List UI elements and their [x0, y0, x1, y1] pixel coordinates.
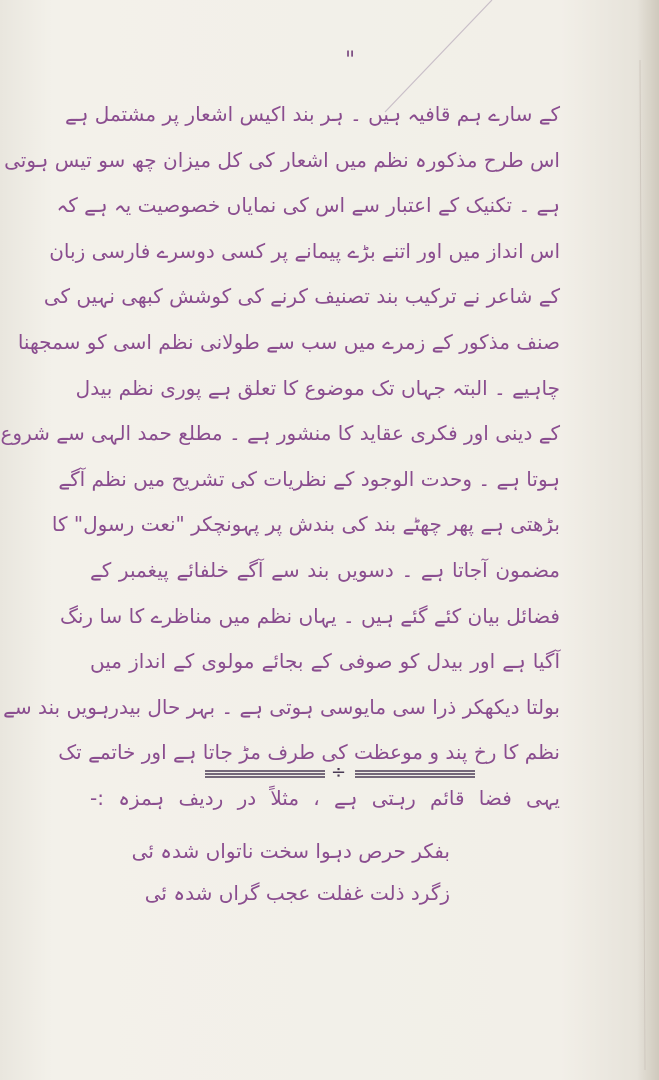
paragraph-line: نظم کا رخ پند و موعظت کی طرف مڑ جاتا ہے اور خاتمے تک [58, 740, 560, 765]
paragraph-line: بولتا دیکھکر ذرا سی مایوسی ہوتی ہے ۔ بہر حال بیدرہویں بند سے [3, 694, 560, 719]
verse-couplet [131, 830, 450, 914]
verse-line: زگرد ذلت غفلت عجب گراں شدہ ئی [144, 881, 450, 905]
verse-line: بفکر حرص دہوا سخت ناتواں شدہ ئی [131, 839, 450, 863]
paragraph-line: کے دینی اور فکری عقاید کا منشور ہے ۔ مطلع حمد الہی سے شروع [0, 421, 560, 446]
paragraph-line: بڑھتی ہے پھر چھٹے بند کی بندش پر پہونچکر "نعت رسول" کا [51, 512, 560, 537]
paragraph-line: یہی فضا قائم رہتی ہے ، مثلاً در ردیف ہمزہ :- [90, 785, 560, 810]
paragraph-line: اس انداز میں اور اتنے بڑے پیمانے پر کسی دوسرے فارسی زبان [49, 238, 560, 263]
paragraph-line: کے سارے ہم قافیہ ہیں ۔ ہر بند اکیس اشعار پر مشتمل ہے [65, 102, 560, 126]
page-mark: " [345, 48, 356, 73]
paragraph-line: کے شاعر نے ترکیب بند تصنیف کرنے کی کوشش کبھی نہیں کی [43, 284, 560, 309]
main-paragraph [0, 92, 560, 822]
paragraph-line: ہے ۔ تکنیک کے اعتبار سے اس کی نمایاں خصوصیت یہ ہے کہ [56, 193, 560, 218]
divider-glyph: ÷ [331, 762, 347, 783]
paragraph-line: آگیا ہے اور بیدل کو صوفی کے بجائے مولوی کے انداز میں [90, 649, 560, 674]
paragraph-line: اس طرح مذکورہ نظم میں اشعار کی کل میزان چھ سو تیس ہوتی [4, 147, 560, 172]
paragraph-line: مضمون آجاتا ہے ۔ دسویں بند سے آگے خلفائے پیغمبر کے [90, 557, 560, 582]
paragraph-line: فضائل بیان کئے گئے ہیں ۔ یہاں نظم میں مناظرے کا سا رنگ [59, 603, 560, 628]
paragraph-line: ہوتا ہے ۔ وحدت الوجود کے نظریات کی تشریح میں نظم آگے [58, 466, 560, 491]
paragraph-line: چاہیے ۔ البتہ جہاں تک موضوع کا تعلق ہے پوری نظم بیدل [75, 375, 560, 400]
paragraph-line: صنف مذکور کے زمرے میں سب سے طولانی نظم اسی کو سمجھنا [17, 329, 560, 354]
